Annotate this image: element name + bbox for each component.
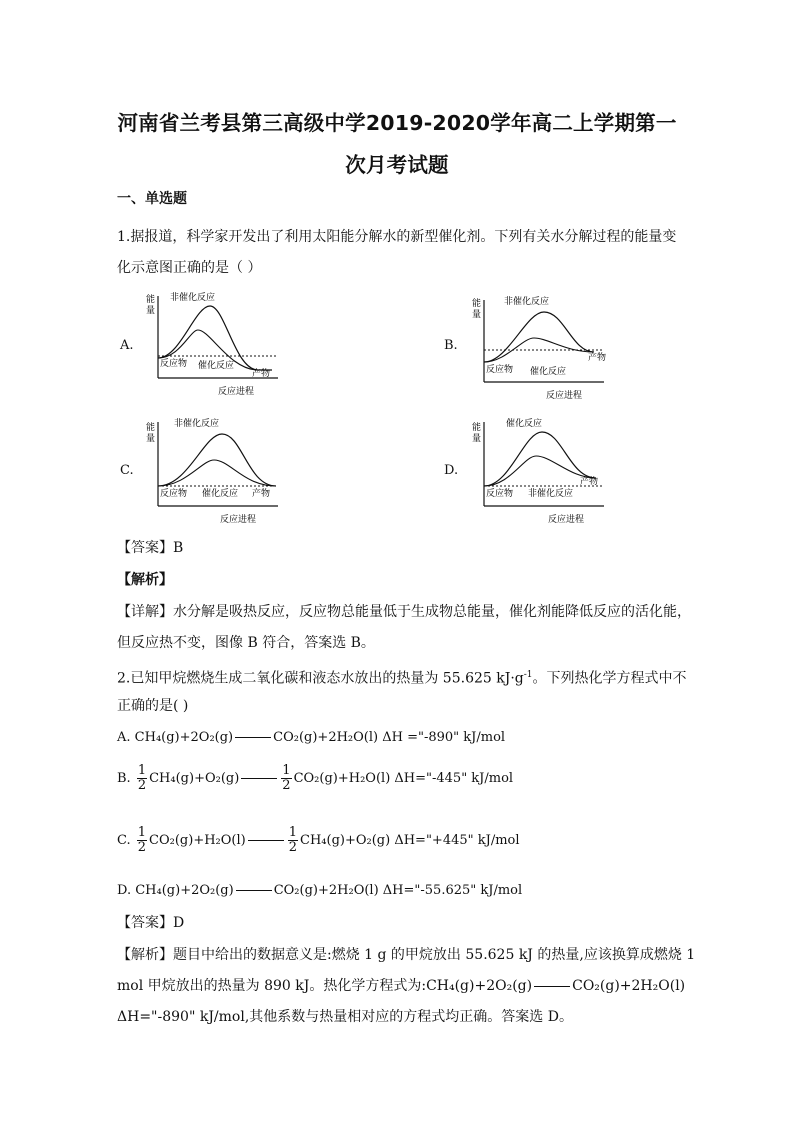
q1-analysis-header: 【解析】 xyxy=(117,572,173,588)
q2-stem-text: 2.已知甲烷燃烧生成二氧化碳和液态水放出的热量为 55.625 kJ·g xyxy=(117,670,524,687)
q2-analysis-line3: ΔH="-890" kJ/mol,其他系数与热量相对应的方程式均正确。答案选 D。 xyxy=(117,1009,573,1025)
paper-title-line1: 河南省兰考县第三高级中学2019-2020学年高二上学期第一 xyxy=(117,111,677,135)
reactant-label: 反应物 xyxy=(160,489,188,499)
equals-line xyxy=(534,986,570,987)
equation-lhs: CH₄(g)+O₂(g) xyxy=(149,771,240,786)
y-label-1: 能 xyxy=(472,423,482,433)
fraction: $\frac{1}{2}$ xyxy=(288,825,298,855)
q2-analysis-line1: 【解析】题目中给出的数据意义是:燃烧 1 g 的甲烷放出 55.625 kJ 的热量,应该换算成燃烧 1 xyxy=(117,947,696,963)
q2-stem-line1 xyxy=(117,666,687,688)
x-axis-label: 反应进程 xyxy=(546,391,583,401)
equation-rhs: CO₂(g)+H₂O(l) ΔH="-445" kJ/mol xyxy=(293,771,514,786)
opt-label: D. xyxy=(117,883,132,898)
q1-detail-line1: 【详解】水分解是吸热反应，反应物总能量低于生成物总能量，催化剂能降低反应的活化能， xyxy=(117,604,691,620)
y-label-1: 能 xyxy=(146,423,156,433)
reactant-label: 反应物 xyxy=(486,489,514,499)
q2-stem-end: 。下列热化学方程式中不 xyxy=(532,670,687,687)
low-curve-label: 催化反应 xyxy=(198,361,235,371)
product-label: 产物 xyxy=(252,369,271,379)
equals-line xyxy=(236,890,272,891)
fraction: $\frac{1}{2}$ xyxy=(137,825,147,855)
paper-title-line2: 次月考试题 xyxy=(345,153,449,177)
q1-answer: 【答案】B xyxy=(117,540,184,556)
opt-label: B. xyxy=(117,771,131,786)
q2-analysis-line2 xyxy=(117,977,685,995)
q1-option-a-label: A. xyxy=(120,338,134,353)
top-curve-label: 非催化反应 xyxy=(504,297,550,307)
reactant-label: 反应物 xyxy=(160,359,188,369)
equation-rhs: CH₄(g)+O₂(g) ΔH="+445" kJ/mol xyxy=(300,833,520,848)
equation-lhs: CO₂(g)+H₂O(l) xyxy=(149,833,246,848)
section-heading: 一、单选题 xyxy=(117,191,187,207)
top-curve-label: 催化反应 xyxy=(506,419,543,429)
energy-diagram-d xyxy=(466,416,616,528)
equation-rhs: CO₂(g)+2H₂O(l) ΔH="-55.625" kJ/mol xyxy=(273,883,523,898)
y-label-2: 量 xyxy=(472,434,482,444)
q2-option-d xyxy=(117,883,522,899)
analysis-l2-end: CO₂(g)+2H₂O(l) xyxy=(572,978,686,994)
x-axis-label: 反应进程 xyxy=(548,515,585,525)
opt-label: A. xyxy=(117,730,131,745)
q1-option-c-label: C. xyxy=(120,463,134,478)
analysis-l2-text: mol 甲烷放出的热量为 890 kJ。热化学方程式为:CH₄(g)+2O₂(g) xyxy=(117,978,533,994)
y-label-2: 量 xyxy=(472,310,482,320)
equals-line xyxy=(241,778,277,779)
low-curve-label: 非催化反应 xyxy=(528,489,574,499)
y-label-2: 量 xyxy=(146,434,156,444)
equals-line xyxy=(248,840,284,841)
q2-stem-sup: -1 xyxy=(523,670,533,680)
q1-option-d-label: D. xyxy=(444,463,459,478)
y-label-1: 能 xyxy=(146,295,156,305)
opt-label: C. xyxy=(117,833,131,848)
q2-answer: 【答案】D xyxy=(117,915,185,931)
top-curve-label: 非催化反应 xyxy=(174,419,220,429)
low-curve-label: 催化反应 xyxy=(530,367,567,377)
x-axis-label: 反应进程 xyxy=(220,515,257,525)
product-label: 产物 xyxy=(588,353,607,363)
q2-option-c xyxy=(117,826,520,855)
reactant-label: 反应物 xyxy=(486,365,514,375)
x-axis-label: 反应进程 xyxy=(218,387,255,397)
q1-stem-line1: 1.据报道，科学家开发出了利用太阳能分解水的新型催化剂。下列有关水分解过程的能量变 xyxy=(117,229,677,245)
fraction: $\frac{1}{2}$ xyxy=(282,763,291,793)
q1-option-b-label: B. xyxy=(444,338,458,353)
equation-rhs: CO₂(g)+2H₂O(l) ΔH ="-890" kJ/mol xyxy=(273,730,506,745)
product-label: 产物 xyxy=(580,477,599,487)
energy-diagram-c xyxy=(140,416,290,528)
fraction: $\frac{1}{2}$ xyxy=(137,763,147,793)
q2-option-b xyxy=(117,764,513,793)
q2-option-a xyxy=(117,730,505,746)
top-curve-label: 非催化反应 xyxy=(170,293,216,303)
y-label-1: 能 xyxy=(472,299,482,309)
equals-line xyxy=(235,737,271,738)
low-curve-label: 催化反应 xyxy=(202,489,239,499)
q1-stem-line2: 化示意图正确的是（ ） xyxy=(117,260,262,276)
product-label: 产物 xyxy=(252,489,271,499)
y-label-2: 量 xyxy=(146,306,156,316)
energy-diagram-a xyxy=(140,290,290,402)
q2-stem-line2: 正确的是( ) xyxy=(117,698,189,714)
equation-lhs: CH₄(g)+2O₂(g) xyxy=(134,730,234,745)
energy-diagram-b xyxy=(466,294,616,406)
equation-lhs: CH₄(g)+2O₂(g) xyxy=(135,883,234,898)
q1-detail-line2: 但反应热不变，图像 B 符合，答案选 B。 xyxy=(117,635,375,651)
